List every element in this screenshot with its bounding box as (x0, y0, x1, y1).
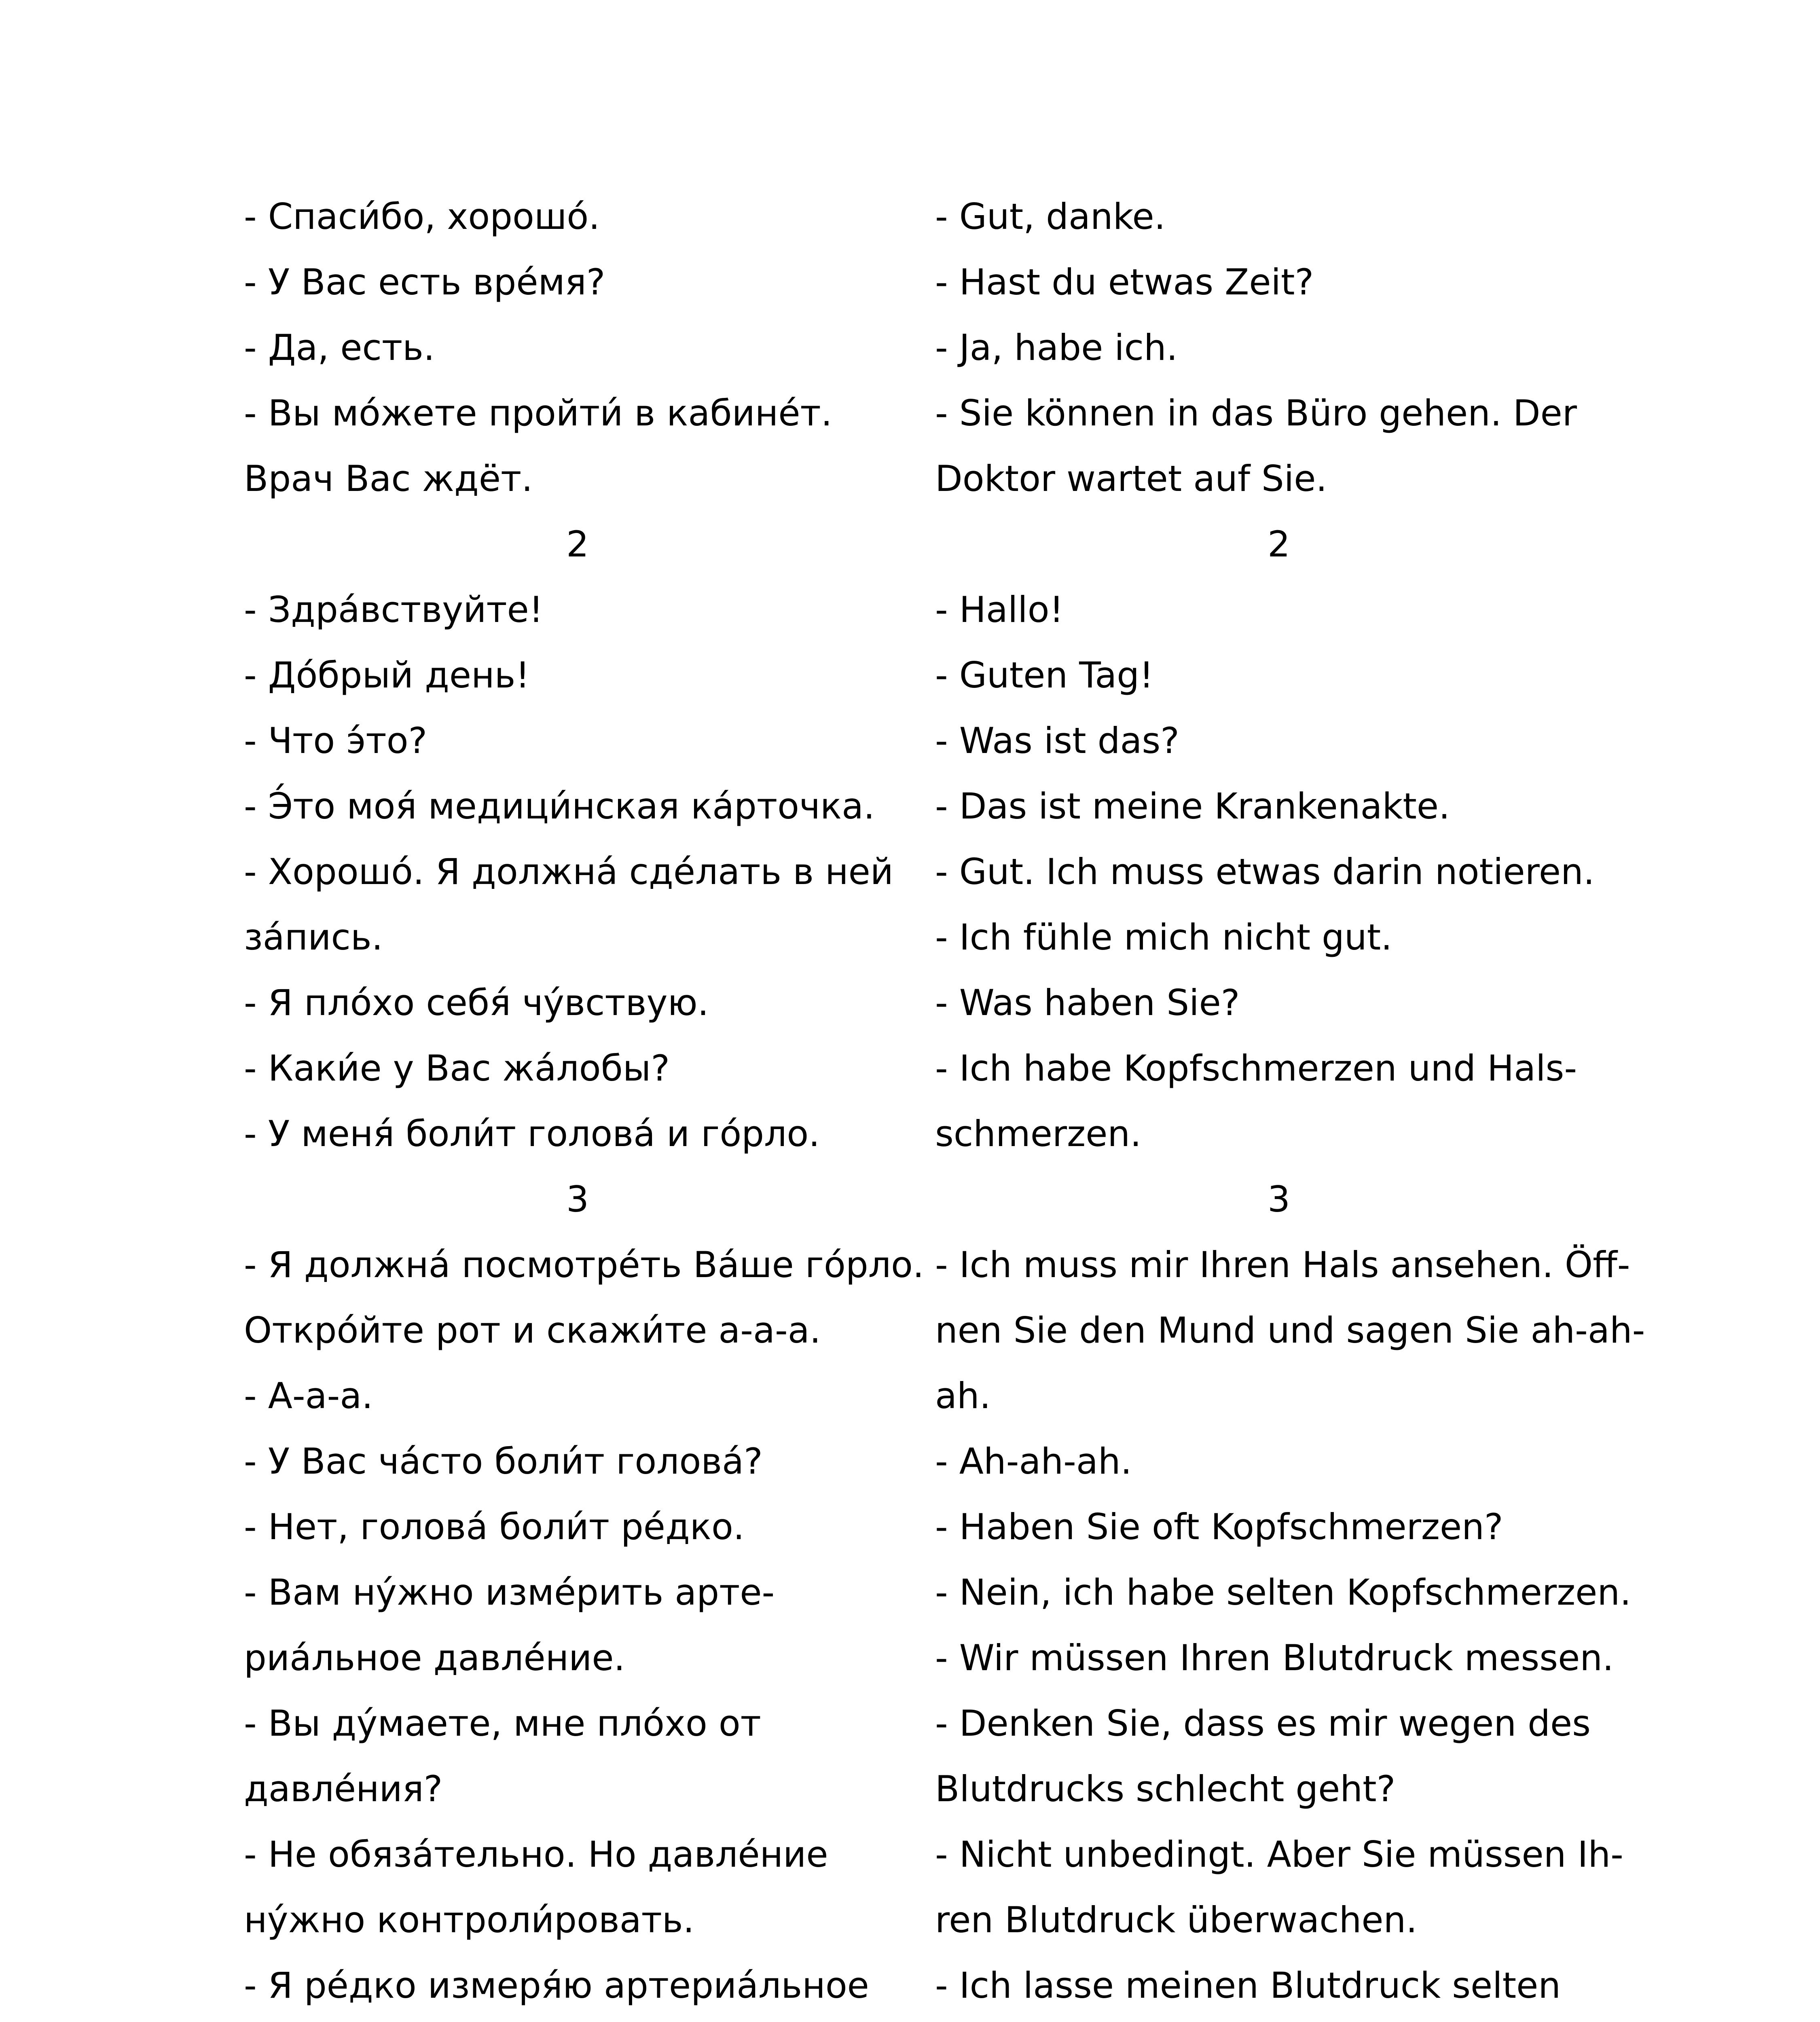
german-dialogue-line: - Ja, habe ich. (935, 327, 1178, 368)
russian-dialogue-line: - Я ре́дко измеря́ю артериа́льное (244, 1965, 869, 2006)
german-dialogue-line: ah. (935, 1375, 991, 1417)
russian-dialogue-line: - Каки́е у Вас жа́лобы? (244, 1047, 670, 1089)
german-dialogue-line: - Was haben Sie? (935, 982, 1240, 1024)
dialogue-section-number: 3 (1268, 1178, 1290, 1220)
russian-dialogue-line: - До́брый день! (244, 654, 530, 696)
german-dialogue-line: - Gut. Ich muss etwas darin notieren. (935, 851, 1595, 893)
russian-dialogue-line (244, 2018, 911, 2022)
german-dialogue-line: nen Sie den Mund und sagen Sie ah-ah- (935, 1309, 1645, 1351)
german-dialogue-line: - Hallo! (935, 589, 1064, 630)
russian-dialogue-line: - Нет, голова́ боли́т ре́дко. (244, 1506, 745, 1548)
russian-dialogue-line: - Да, есть. (244, 327, 435, 368)
russian-dialogue-line: - Я должна́ посмотре́ть Ва́ше го́рло. (244, 1244, 924, 1286)
german-dialogue-line: - Wir müssen Ihren Blutdruck messen. (935, 1637, 1614, 1679)
german-dialogue-line: Doktor wartet auf Sie. (935, 458, 1327, 499)
german-dialogue-line: ren Blutdruck überwachen. (935, 1899, 1418, 1941)
german-dialogue-line: - Ich fühle mich nicht gut. (935, 916, 1393, 958)
russian-dialogue-line: - Вам ну́жно изме́рить арте- (244, 1571, 775, 1613)
russian-dialogue-line: - Хорошо́. Я должна́ сде́лать в ней (244, 851, 893, 893)
russian-dialogue-line: - Спаси́бо, хорошо́. (244, 196, 600, 237)
german-dialogue-line: - Ah-ah-ah. (935, 1440, 1132, 1482)
german-dialogue-line: - Ich lasse meinen Blutdruck selten (935, 1965, 1561, 2006)
german-dialogue-line: - Gut, danke. (935, 196, 1166, 237)
russian-dialogue-line: давле́ния? (244, 1768, 443, 1810)
german-dialogue-line: Blutdrucks schlecht geht? (935, 1768, 1396, 1810)
german-dialogue-line: - Haben Sie oft Kopfschmerzen? (935, 1506, 1503, 1548)
russian-dialogue-line: - А-а-а. (244, 1375, 373, 1417)
dialogue-section-number: 2 (1268, 523, 1290, 565)
german-dialogue-line (935, 2018, 1623, 2022)
russian-dialogue-line: - Вы ду́маете, мне пло́хо от (244, 1703, 761, 1744)
russian-dialogue-line: - У меня́ боли́т голова́ и го́рло. (244, 1113, 820, 1155)
russian-dialogue-line: - Я пло́хо себя́ чу́вствую. (244, 982, 709, 1024)
german-dialogue-column (935, 184, 1645, 2022)
german-dialogue-line: - Sie können in das Büro gehen. Der (935, 392, 1577, 434)
german-dialogue-line: - Nicht unbedingt. Aber Sie müssen Ih- (935, 1834, 1623, 1875)
german-dialogue-line: - Ich muss mir Ihren Hals ansehen. Öff- (935, 1244, 1630, 1286)
russian-dialogue-line: ну́жно контроли́ровать. (244, 1899, 694, 1941)
russian-dialogue-line: Откро́йте рот и скажи́те а-а-а. (244, 1309, 821, 1351)
russian-dialogue-line: - Что э́то? (244, 720, 427, 761)
german-dialogue-line: - Nein, ich habe selten Kopfschmerzen. (935, 1571, 1632, 1613)
russian-dialogue-line: Врач Вас ждёт. (244, 458, 533, 499)
german-dialogue-line: schmerzen. (935, 1113, 1142, 1155)
russian-dialogue-line: - Здра́вствуйте! (244, 589, 544, 630)
russian-dialogue-line: - Э́то моя́ медици́нская ка́рточка. (244, 785, 875, 827)
russian-dialogue-line: - Не обяза́тельно. Но давле́ние (244, 1834, 828, 1875)
russian-dialogue-line: за́пись. (244, 916, 383, 958)
russian-dialogue-line: риа́льное давле́ние. (244, 1637, 625, 1679)
russian-dialogue-line: - Вы мо́жете пройти́ в кабине́т. (244, 392, 832, 434)
russian-dialogue-line: - У Вас ча́сто боли́т голова́? (244, 1440, 763, 1482)
german-dialogue-line: - Das ist meine Krankenakte. (935, 785, 1450, 827)
german-dialogue-line: - Hast du etwas Zeit? (935, 261, 1314, 303)
german-dialogue-line: - Ich habe Kopfschmerzen und Hals- (935, 1047, 1577, 1089)
german-dialogue-line: - Guten Tag! (935, 654, 1154, 696)
german-dialogue-line: - Denken Sie, dass es mir wegen des (935, 1703, 1591, 1744)
dialogue-section-number: 2 (566, 523, 589, 565)
russian-dialogue-line: - У Вас есть вре́мя? (244, 261, 605, 303)
german-dialogue-line: - Was ist das? (935, 720, 1179, 761)
dialogue-section-number: 3 (566, 1178, 589, 1220)
russian-dialogue-column (244, 184, 924, 2022)
